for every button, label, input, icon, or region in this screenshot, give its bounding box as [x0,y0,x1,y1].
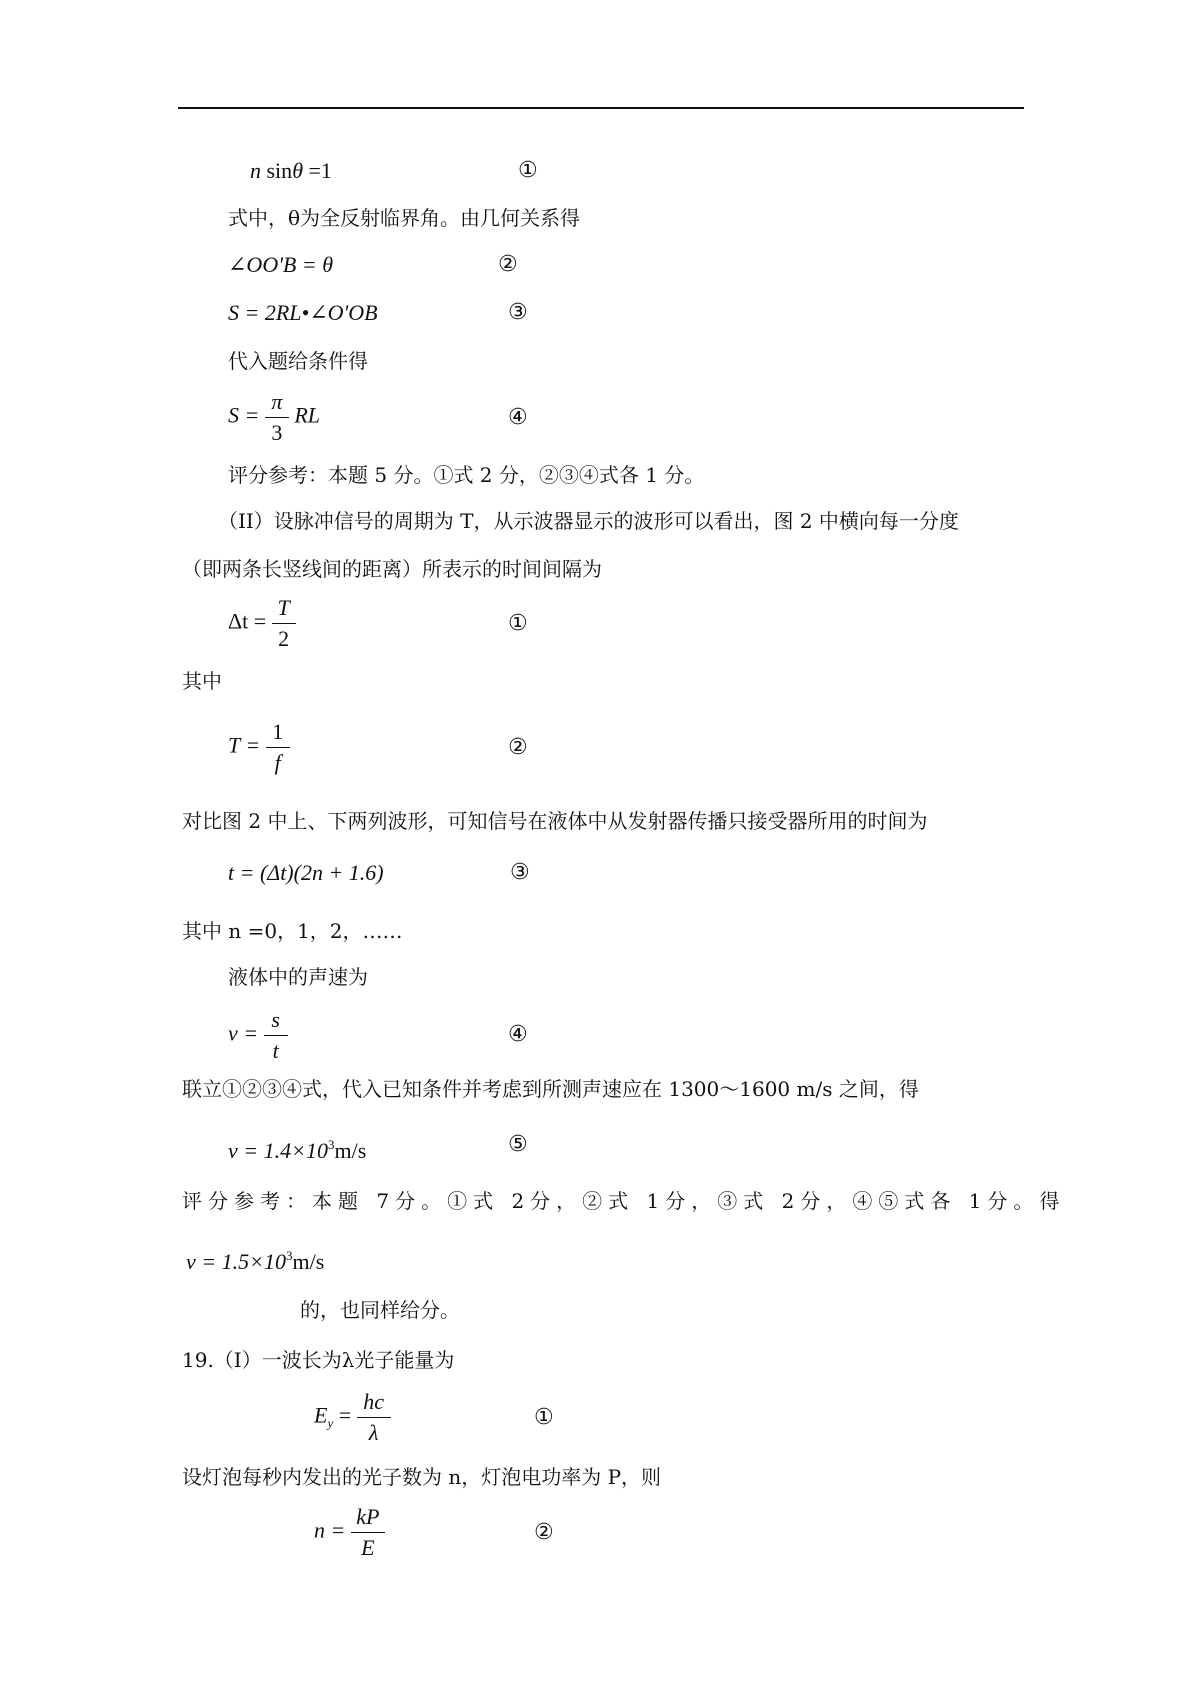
equation-number: ① [518,158,538,183]
text-line: 联立①②③④式，代入已知条件并考虑到所测声速应在 1300～1600 m/s 之间，得 [182,1077,919,1101]
equation-number: ③ [510,860,530,885]
text-line: 代入题给条件得 [228,349,368,373]
text-line: 液体中的声速为 [228,965,368,989]
equation-area-result: S = $\frac{\pi}{3}$ RL [228,389,321,445]
equation-angle: ∠OO'B = θ [228,252,334,277]
question-heading: 19.（Ⅰ）一波长为λ光子能量为 [182,1348,455,1372]
equation-number: ⑤ [508,1132,528,1157]
equation-number: ③ [508,300,528,325]
equation-delta-t: Δt = $\frac{T}{2}$ [228,594,296,653]
equation-speed-result: $v = 1.4\times 10^3m/s$ [228,1137,367,1163]
text-line: （II）设脉冲信号的周期为 T，从示波器显示的波形可以看出，图 2 中横向每一分度 [218,509,959,533]
text-line: （即两条长竖线间的距离）所表示的时间间隔为 [182,557,602,581]
equation-number: ② [498,252,518,277]
header-rule [178,107,1024,109]
equation-time: t = (Δt)(2n + 1.6) [228,860,384,885]
equation-number: ④ [508,1022,528,1047]
text-line: 评分参考：本题 5 分。①式 2 分，②③④式各 1 分。 [228,463,705,487]
equation-photon-energy: $E_y$ = $\frac{hc}{\lambda}$ [314,1388,391,1447]
equation-area: S = 2RL•∠O'OB [228,300,378,325]
equation-photon-count: n = $\frac{kP}{E}$ [314,1503,385,1562]
equation-number: ② [508,735,528,760]
text-line: 式中，θ为全反射临界角。由几何关系得 [228,206,581,230]
equation-number: ④ [508,405,528,430]
equation-speed-alt: $v = 1.5\times 10^3m/s$ [186,1248,325,1274]
equation-snell: n sinθ =1 [250,158,332,183]
equation-period: T = $\frac{1}{f}$ [228,718,290,777]
equation-number: ① [534,1405,554,1430]
text-line: 其中 [182,669,222,693]
equation-number: ② [534,1520,554,1545]
text-line: 对比图 2 中上、下两列波形，可知信号在液体中从发射器传播只接受器所用的时间为 [182,809,928,833]
text-line: 设灯泡每秒内发出的光子数为 n，灯泡电功率为 P，则 [182,1465,662,1489]
equation-number: ① [508,611,528,636]
text-line: 的，也同样给分。 [300,1298,460,1322]
text-line: 评分参考：本题 7分。①式 2分，②式 1分，③式 2分，④⑤式各 1分。得 [182,1189,1066,1213]
text-line: 其中 n =0，1，2，…… [182,919,403,943]
equation-speed: v = $\frac{s}{t}$ [228,1006,288,1065]
